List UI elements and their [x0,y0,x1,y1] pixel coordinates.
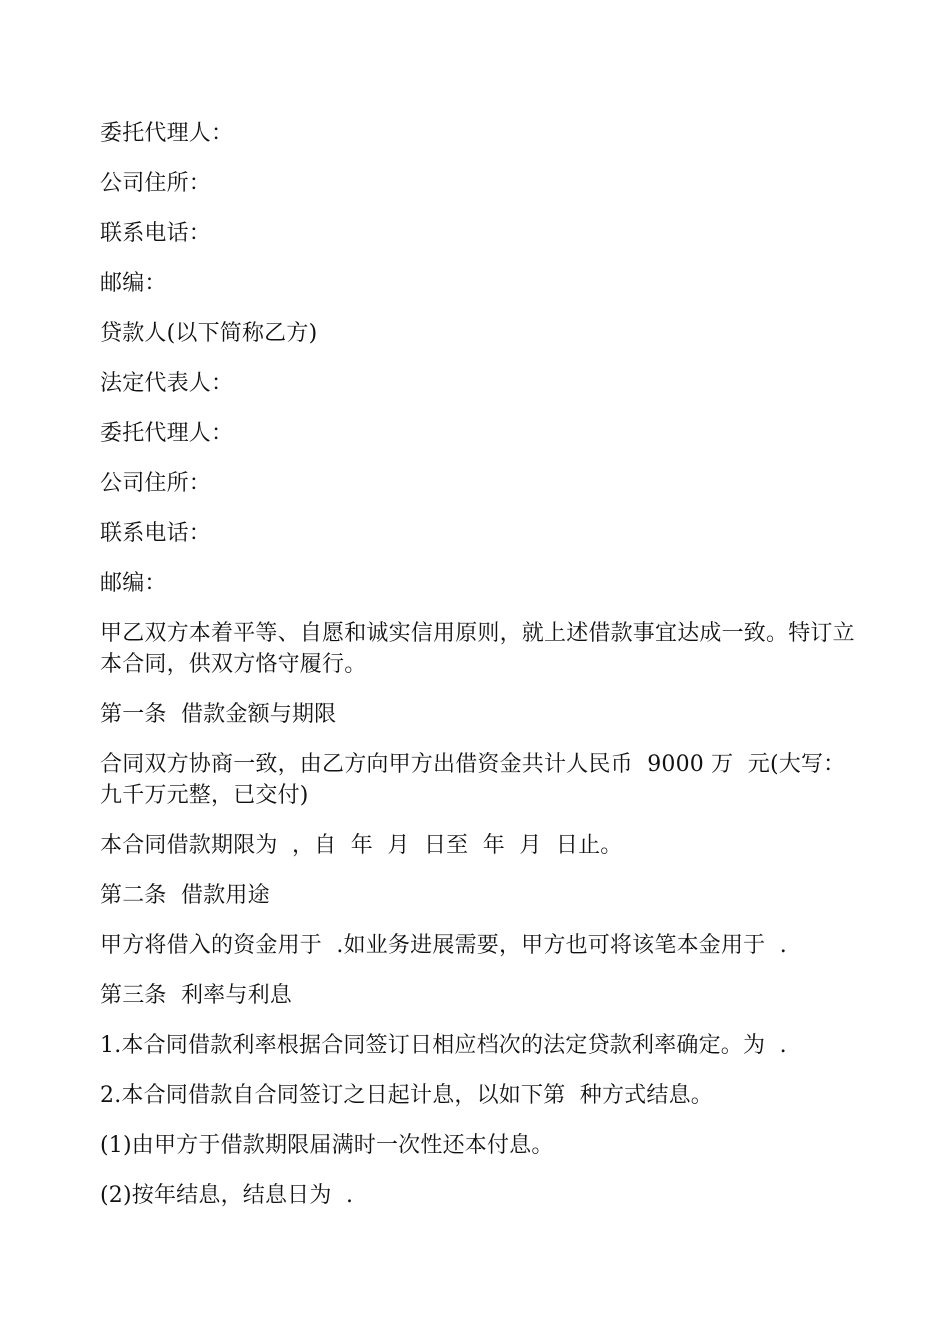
loan-term-clause: 本合同借款期限为 ，自 年 月 日至 年 月 日止。 [100,833,623,858]
lender-agent-label: 委托代理人： [100,421,234,446]
loan-purpose-clause: 甲方将借入的资金用于 .如业务进展需要，甲方也可将该笔本金用于 . [100,933,787,958]
article-2-heading: 第二条 借款用途 [100,883,270,908]
postcode-label: 邮编： [100,271,167,296]
agreement-preamble: 甲乙双方本着平等、自愿和诚实信用原则，就上述借款事宜达成一致。特订立本合同，供双方恪守履行。 [100,621,855,677]
lender-address-label: 公司住所： [100,471,212,496]
settlement-option-2: (2)按年结息，结息日为 . [100,1183,354,1208]
lender-phone-label: 联系电话： [100,521,212,546]
legal-representative-label: 法定代表人： [100,371,234,396]
document-body [100,118,860,1230]
phone-label: 联系电话： [100,221,212,246]
lender-heading: 贷款人(以下简称乙方) [100,321,318,346]
agent-field-label: 委托代理人： [100,121,234,146]
interest-rate-clause: 1.本合同借款利率根据合同签订日相应档次的法定贷款利率确定。为 . [100,1033,787,1058]
article-3-heading: 第三条 利率与利息 [100,983,292,1008]
settlement-option-1: (1)由甲方于借款期限届满时一次性还本付息。 [100,1133,554,1158]
lender-postcode-label: 邮编： [100,571,167,596]
interest-accrual-clause: 2.本合同借款自合同签订之日起计息，以如下第 种方式结息。 [100,1083,713,1108]
loan-amount-clause: 合同双方协商一致，由乙方向甲方出借资金共计人民币 9000 万 元(大写：九千万元整，已交付) [100,752,846,808]
article-1-heading: 第一条 借款金额与期限 [100,702,337,727]
company-address-label: 公司住所： [100,171,212,196]
